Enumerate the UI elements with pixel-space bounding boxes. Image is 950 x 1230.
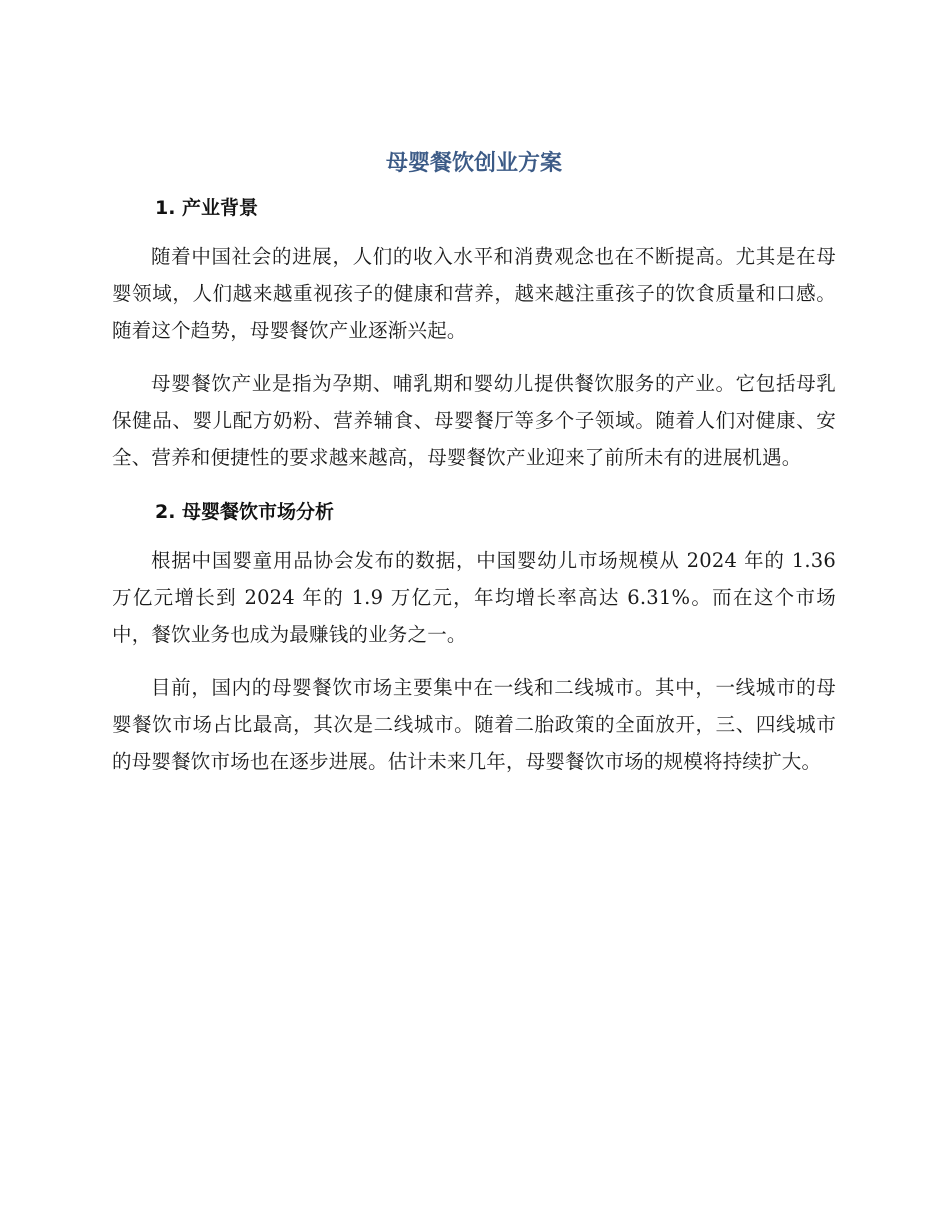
paragraph: 随着中国社会的进展，人们的收入水平和消费观念也在不断提高。尤其是在母婴领域，人们越来越重视孩子的健康和营养，越来越注重孩子的饮食质量和口感。随着这个趋势，母婴餐饮产业逐渐兴起。 xyxy=(112,245,836,342)
paragraph: 母婴餐饮产业是指为孕期、哺乳期和婴幼儿提供餐饮服务的产业。它包括母乳保健品、婴儿配方奶粉、营养辅食、母婴餐厅等多个子领域。随着人们对健康、安全、营养和便捷性的要求越来越高，母婴餐饮产业迎来了前所未有的进展机遇。 xyxy=(112,372,836,469)
paragraph: 目前，国内的母婴餐饮市场主要集中在一线和二线城市。其中，一线城市的母婴餐饮市场占比最高，其次是二线城市。随着二胎政策的全面放开，三、四线城市的母婴餐饮市场也在逐步进展。估计未来几年，母婴餐饮市场的规模将持续扩大。 xyxy=(112,676,836,773)
document-content xyxy=(112,140,836,780)
paragraph: 根据中国婴童用品协会发布的数据，中国婴幼儿市场规模从 2024 年的 1.36 万亿元增长到 2024 年的 1.9 万亿元，年均增长率高达 6.31%。而在这个市场中，餐饮业务也成为最赚钱的业务之一。 xyxy=(112,549,836,646)
section-heading-market-analysis: 2. 母婴餐饮市场分析 xyxy=(155,501,335,523)
document-title: 母婴餐饮创业方案 xyxy=(385,151,562,176)
section-heading-industry-background: 1. 产业背景 xyxy=(155,197,259,219)
